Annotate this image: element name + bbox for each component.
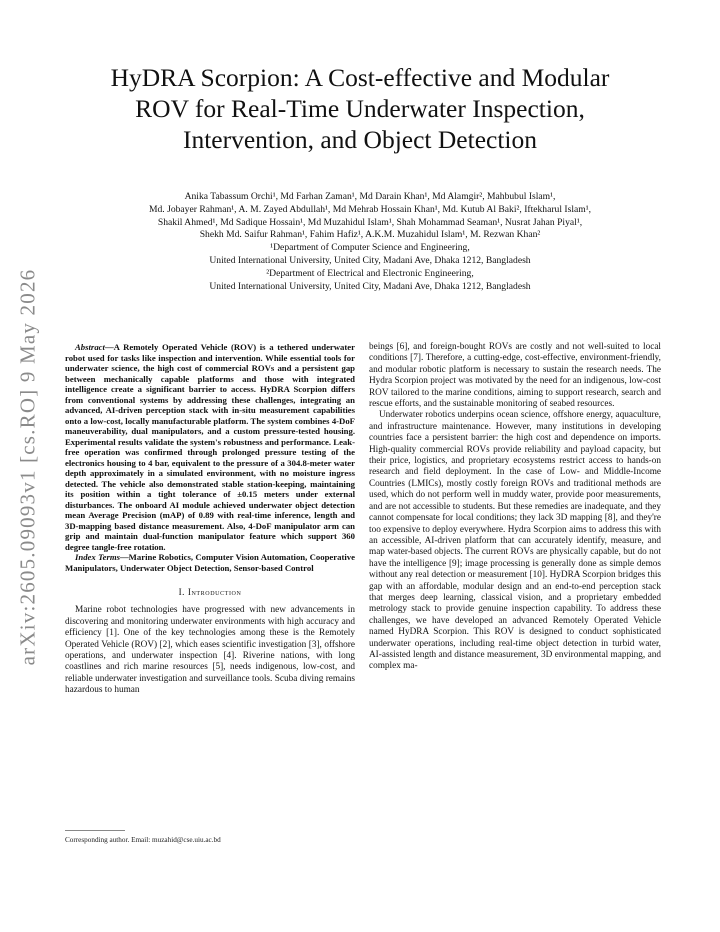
title-line: Intervention, and Object Detection <box>182 125 538 154</box>
author-line: Shekh Md. Saifur Rahman¹, Fahim Hafiz¹, A.K.M. Muzahidul Islam¹, M. Rezwan Khan² <box>199 229 541 241</box>
right-column <box>369 342 661 673</box>
affiliation-line: United International University, United City, Madani Ave, Dhaka 1212, Bangladesh <box>209 254 531 266</box>
abstract-label: Abstract <box>75 342 105 352</box>
footnote-divider <box>65 830 125 831</box>
affiliation-line: ¹Department of Computer Science and Engineering, <box>270 242 470 254</box>
affiliation-line: United International University, United City, Madani Ave, Dhaka 1212, Bangladesh <box>209 280 531 292</box>
abstract-text: —A Remotely Operated Vehicle (ROV) is a tethered underwater robot used for tasks like inspection and intervention. While essential tools for underwater science, the high cost of commercial ROVs and a persistent gap between mechanically capable platforms and those with integrated intelligence create a significant barrier to access. HyDRA Scorpion differs from conventional systems by addressing these challenges, integrating an advanced, AI-driven perception stack with in-situ measurement capabilities onto a low-cost, locally manufacturable platform. The system combines 4-DoF maneuverability, dual manipulators, and a custom pressure-tested housing. Experimental results validate the system's robustness and performance. Leak-free operation was confirmed through prolonged pressure testing of the electronics housing to 4 bar, equivalent to the pressure of a 304.8-meter water depth approximately in a simulated environment, with no moisture ingress detected. The vehicle also demonstrated stable station-keeping, maintaining its position within a tight tolerance of ±0.15 meters under external disturbances. The onboard AI module achieved underwater object detection mean Average Precision (mAP) of 0.89 with real-time inference, length and 3D-mapping based distance measurement. Also, 4-DoF manipulator arm can grip and maintain dual-function manipulator feature which support 360 degree tangle-free rotation. <box>65 342 355 552</box>
author-block <box>52 191 688 293</box>
abstract <box>65 342 355 552</box>
title-line: HyDRA Scorpion: A Cost-effective and Modular <box>110 63 610 92</box>
affiliation-line: ²Department of Electrical and Electronic Engineering, <box>266 267 474 279</box>
paper-title <box>60 62 660 155</box>
body-paragraph: beings [6], and foreign-bought ROVs are costly and not well-suited to local conditions [7]. Therefore, a cutting-edge, cost-effective, environment-friendly, and modular robotic platform is necessary to sustain the research needs. The Hydra Scorpion project was motivated by the need for an indigenous, low-cost ROV tailored to the marine conditions, aiming to support research, search and rescue efforts, and the sustainable monitoring of seabed resources. <box>369 342 661 410</box>
author-line: Anika Tabassum Orchi¹, Md Farhan Zaman¹, Md Darain Khan¹, Md Alamgir², Mahbubul Islam¹, <box>184 191 556 202</box>
body-paragraph: Underwater robotics underpins ocean science, offshore energy, aquaculture, and infrastructure maintenance. However, many institutions in developing countries face a persistent barrier: the high cost and dependence on imports. High-quality commercial ROVs provide reliability and payload capacity, but their price, logistics, and proprietary ecosystems restrict access to hands-on research and field deployment. In the case of Low- and Middle-Income Countries (LMICs), mostly costly foreign ROVs and traditional methods are used, which do not perform well in muddy water, provide poor measurements, and are not accessible to students. But these remedies are inadequate, and they cannot compensate for local conditions; they lack 3D mapping [8], and they're too expensive to deploy everywhere. Hydra Scorpion aims to address this with an accessible, AI-driven platform that can accurately identify, measure, and map water-based objects. The current ROVs are physically capable, but do not have the intelligence [9]; image processing is generally done as simple demos without any real detection or measurement [10]. HyDRA Scorpion bridges this gap with an affordable, modular design and an end-to-end perception stack that merges deep learning, classical vision, and a proprietary embedded metrology stack to provide genuine inspection capability. To address these challenges, we have developed an advanced Remotely Operated Vehicle named HyDRA Scorpion. This ROV is designed to conduct sophisticated underwater operations, including real-time object detection in turbid water, AI-assisted length and distance measurement, 3D environmental mapping, and complex ma- <box>369 410 661 672</box>
arxiv-identifier <box>8 262 48 672</box>
section-heading-introduction: I. Introduction <box>178 587 242 597</box>
title-line: ROV for Real-Time Underwater Inspection, <box>135 94 585 123</box>
author-line: Md. Jobayer Rahman¹, A. M. Zayed Abdullah¹, Md Mehrab Hossain Khan¹, Md. Kutub Al Baki², Iftekharul Islam¹, <box>148 203 592 215</box>
index-terms-label: Index Terms <box>75 552 120 562</box>
author-line: Shakil Ahmed¹, Md Sadique Hossain¹, Md Muzahidul Islam¹, Shah Mohammad Seaman¹, Nusrat Jahan Piyal¹, <box>157 216 583 228</box>
left-column <box>65 342 355 697</box>
arxiv-identifier-text: arXiv:2605.09093v1 [cs.RO] 9 May 2026 <box>15 268 40 666</box>
index-terms-text: —Marine Robotics, Computer Vision Automation, Cooperative Manipulators, Underwater Object Detection, Sensor-based Control <box>65 552 355 573</box>
index-terms <box>65 552 355 573</box>
footnote: Corresponding author. Email: muzahid@cse.uiu.ac.bd <box>65 836 221 844</box>
intro-paragraph: Marine robot technologies have progressed with new advancements in discovering and monitoring underwater environments with high accuracy and efficiency [1]. One of the key technologies among these is the Remotely Operated Vehicle (ROV) [2], which eases scientific investigation [3], offshore operations, and underwater inspection [4]. Riverine nations, with long coastlines and rich marine resources [5], needs indigenous, low-cost, and reliable underwater investigation and surveillance tools. Scuba diving remains hazardous to human <box>65 605 355 696</box>
